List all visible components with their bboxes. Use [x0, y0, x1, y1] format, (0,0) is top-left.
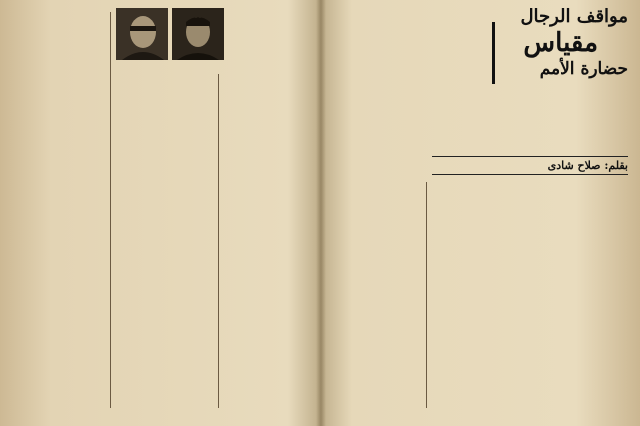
headline-ornament: [492, 22, 495, 84]
column-divider: [426, 182, 427, 408]
column-2: [324, 10, 422, 414]
column-divider: [110, 12, 111, 408]
headline-line-2: مقياس: [523, 28, 598, 58]
article-headline: [418, 6, 628, 114]
column-a: [222, 10, 316, 414]
left-page: [6, 4, 318, 422]
photo-portrait-1: [116, 8, 168, 60]
right-page: [322, 4, 634, 422]
headline-line-3: حضارة الأمم: [539, 59, 628, 79]
column-1: [432, 176, 630, 414]
headline-line-1: مواقف الرجال: [520, 6, 628, 27]
photo-portrait-2: [172, 8, 224, 60]
column-b: [116, 76, 214, 414]
byline: بقلم: صلاح شادى: [432, 156, 628, 175]
column-divider: [218, 74, 219, 408]
column-c: [8, 10, 106, 414]
